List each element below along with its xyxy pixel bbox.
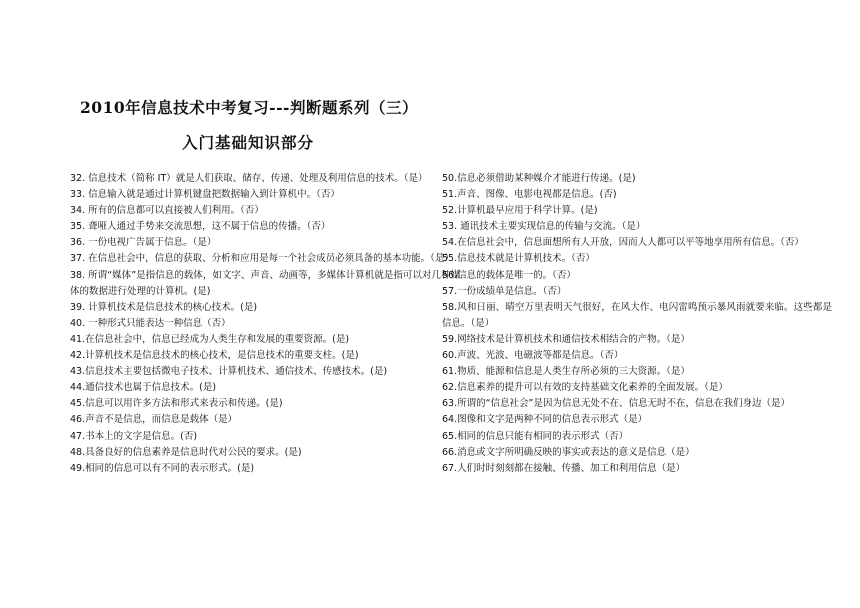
list-item: 51.声音、图像、电影电视都是信息。(否) bbox=[442, 189, 617, 201]
list-item: 35. 聋哑人通过手势来交流思想，这不属于信息的传播。（否） bbox=[70, 221, 331, 233]
list-item: 56.信息的载体是唯一的。（否） bbox=[442, 269, 576, 281]
list-item: 60.声波、光波、电磁波等都是信息。（否） bbox=[442, 350, 624, 362]
right-column bbox=[442, 171, 832, 477]
list-item: 54.在信息社会中，信息面想所有人开放，因而人人都可以平等地享用所有信息。（否） bbox=[442, 237, 804, 249]
list-item: 39. 计算机技术是信息技术的核心技术。(是) bbox=[70, 301, 258, 313]
list-item: 62.信息素养的提升可以有效的支持基础文化素养的全面发展。（是） bbox=[442, 382, 728, 394]
list-item: 61.物质、能源和信息是人类生存所必须的三大资源。（是） bbox=[442, 366, 690, 378]
list-item: 45.信息可以用许多方法和形式来表示和传递。(是) bbox=[70, 398, 283, 410]
list-item: 44.通信技术也属于信息技术。(是) bbox=[70, 382, 217, 394]
page-title: 2010年信息技术中考复习---判断题系列（三） bbox=[80, 98, 418, 117]
list-item: 42.计算机技术是信息技术的核心技术，是信息技术的重要支柱。(是) bbox=[70, 350, 359, 362]
list-item: 48.具备良好的信息素养是信息时代对公民的要求。(是) bbox=[70, 446, 302, 458]
list-item: 52.计算机最早应用于科学计算。(是) bbox=[442, 205, 598, 217]
list-item: 32. 信息技术（简称 IT）就是人们获取、储存、传递、处理及利用信息的技术。（是） bbox=[70, 173, 428, 184]
list-item: 34. 所有的信息都可以直接被人们利用。（否） bbox=[70, 205, 264, 217]
list-item: 58.风和日丽、晴空万里表明天气很好，在风大作、电闪雷鸣预示暴风雨就要来临。这些都是信息。（是） bbox=[442, 301, 832, 329]
list-item: 46.声音不是信息，而信息是载体（是） bbox=[70, 414, 238, 426]
list-item: 57.一份成绩单是信息。（否） bbox=[442, 285, 567, 297]
list-item: 33. 信息输入就是通过计算机键盘把数据输入到计算机中。（否） bbox=[70, 189, 340, 201]
list-item: 53. 通讯技术主要实现信息的传输与交流。（是） bbox=[442, 221, 646, 233]
left-column bbox=[70, 171, 460, 477]
list-item: 41.在信息社会中，信息已经成为人类生存和发展的重要资源。(是) bbox=[70, 333, 350, 345]
list-item: 37. 在信息社会中，信息的获取、分析和应用是每一个社会成员必须具备的基本功能。（是） bbox=[70, 253, 454, 265]
list-item: 55.信息技术就是计算机技术。（否） bbox=[442, 253, 595, 265]
list-item: 47.书本上的文字是信息。(否) bbox=[70, 430, 198, 442]
list-item: 43.信息技术主要包括微电子技术、计算机技术、通信技术、传感技术。(是) bbox=[70, 366, 388, 378]
list-item: 50.信息必须借助某种媒介才能进行传递。(是) bbox=[442, 173, 636, 184]
list-item: 38. 所谓“媒体”是指信息的载体，如文字、声音、动画等，多媒体计算机就是指可以对几种媒体的数据进行处理的计算机。(是) bbox=[70, 269, 460, 297]
list-item: 67.人们时时刻刻都在接触、传播、加工和利用信息（是） bbox=[442, 462, 686, 474]
list-item: 40. 一种形式只能表达一种信息（否） bbox=[70, 317, 231, 329]
list-item: 49.相同的信息可以有不同的表示形式。(是) bbox=[70, 462, 255, 474]
list-item: 65.相同的信息只能有相同的表示形式（否） bbox=[442, 430, 629, 442]
page-subtitle: 入门基础知识部分 bbox=[182, 133, 315, 152]
list-item: 66.消息或文字所明确反映的事实或表达的意义是信息（是） bbox=[442, 446, 695, 458]
list-item: 36. 一份电视广告属于信息。（是） bbox=[70, 237, 217, 249]
list-item: 64.图像和文字是两种不同的信息表示形式（是） bbox=[442, 414, 648, 426]
list-item: 63.所谓的“信息社会”是因为信息无处不在、信息无时不在，信息在我们身边（是） bbox=[442, 398, 790, 410]
list-item: 59.网络技术是计算机技术和通信技术相结合的产物。（是） bbox=[442, 333, 690, 345]
